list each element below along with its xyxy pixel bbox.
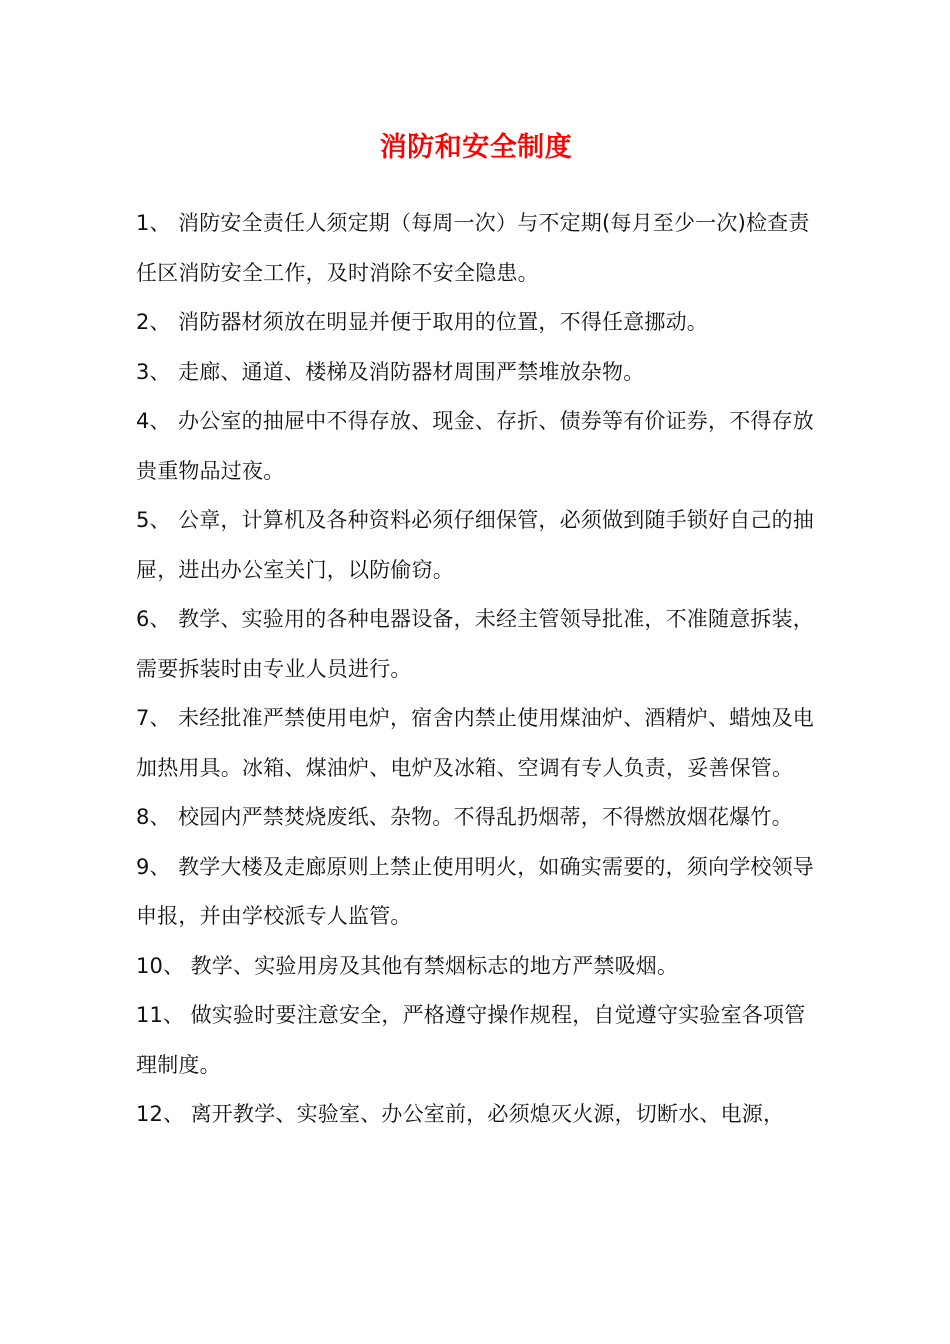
rule-item-7: [136, 694, 816, 793]
rule-text: 消防安全责任人须定期（每周一次）与不定期(每月至少一次)检查责任区消防安全工作，及时消除不安全隐患。: [136, 211, 810, 285]
rule-item-4: [136, 397, 816, 496]
rules-list: [136, 199, 816, 1140]
rule-number: 11、: [136, 1003, 185, 1027]
rule-number: 12、: [136, 1102, 185, 1126]
rule-text: 未经批准严禁使用电炉，宿舍内禁止使用煤油炉、酒精炉、蜡烛及电加热用具。冰箱、煤油炉、电炉及冰箱、空调有专人负责，妥善保管。: [136, 706, 814, 780]
rule-item-2: [136, 298, 816, 348]
rule-text: 教学、实验用房及其他有禁烟标志的地方严禁吸烟。: [190, 953, 679, 978]
rule-item-5: [136, 496, 816, 595]
rule-text: 公章，计算机及各种资料必须仔细保管，必须做到随手锁好自己的抽屉，进出办公室关门，以防偷窃。: [136, 508, 814, 582]
document-title: 消防和安全制度: [379, 132, 573, 163]
rule-text: 教学大楼及走廊原则上禁止使用明火，如确实需要的，须向学校领导申报，并由学校派专人监管。: [136, 854, 814, 928]
rule-number: 4、: [136, 409, 171, 433]
rule-number: 6、: [136, 607, 171, 631]
rule-number: 3、: [136, 359, 171, 384]
rule-item-6: [136, 595, 816, 694]
rule-text: 做实验时要注意安全，严格遵守操作规程，自觉遵守实验室各项管理制度。: [136, 1003, 806, 1077]
rule-item-11: [136, 991, 816, 1090]
rule-text: 教学、实验用的各种电器设备，未经主管领导批准，不准随意拆装，需要拆装时由专业人员进行。: [136, 607, 814, 681]
rule-item-1: [136, 199, 816, 298]
rule-item-9: [136, 843, 816, 942]
rule-number: 10、: [136, 953, 185, 978]
rule-number: 1、: [136, 211, 171, 235]
rule-item-10: [136, 942, 816, 992]
rule-item-12: [136, 1090, 816, 1140]
rule-item-8: [136, 793, 816, 843]
rule-text: 离开教学、实验室、办公室前，必须熄灭火源，切断水、电源，: [190, 1102, 785, 1126]
rule-text: 校园内严禁焚烧废纸、杂物。不得乱扔烟蒂，不得燃放烟花爆竹。: [178, 805, 793, 829]
rule-number: 9、: [136, 854, 171, 879]
rule-number: 5、: [136, 508, 171, 532]
rule-text: 走廊、通道、楼梯及消防器材周围严禁堆放杂物。: [178, 359, 645, 384]
rule-number: 2、: [136, 310, 171, 334]
rule-number: 7、: [136, 706, 171, 730]
rule-item-3: [136, 348, 816, 398]
rule-text: 办公室的抽屉中不得存放、现金、存折、债券等有价证券，不得存放贵重物品过夜。: [136, 409, 814, 483]
rule-text: 消防器材须放在明显并便于取用的位置，不得任意挪动。: [178, 310, 708, 334]
rule-number: 8、: [136, 805, 171, 829]
